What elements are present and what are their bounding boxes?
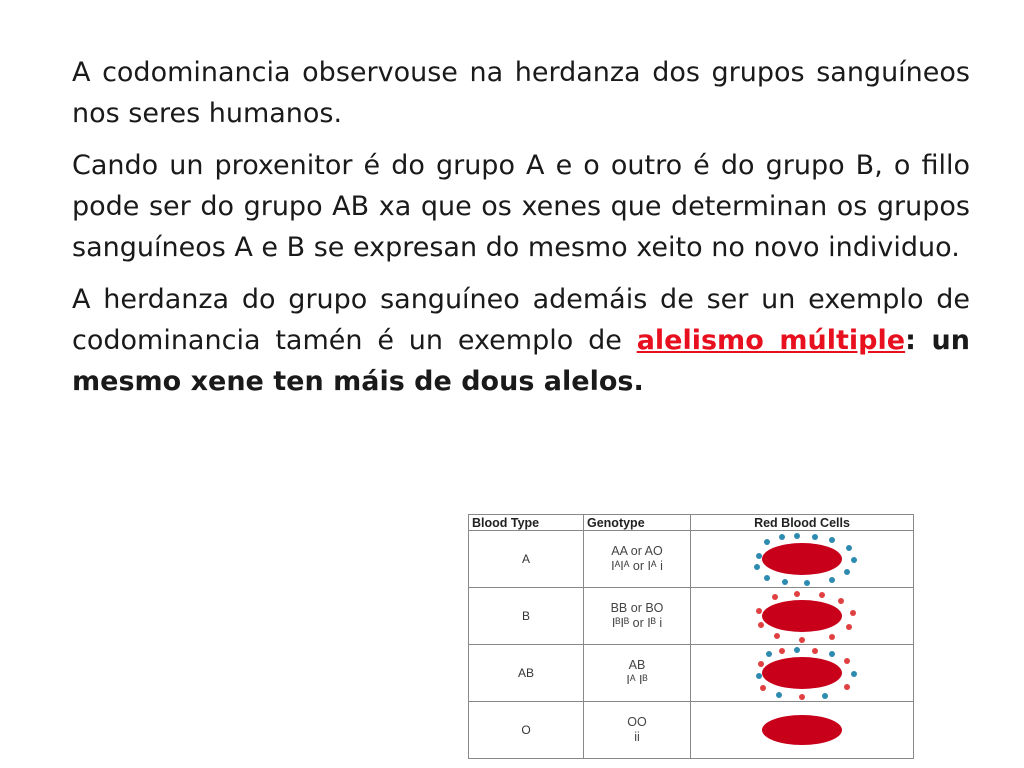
genotype-line: BB or BO xyxy=(610,601,664,615)
table-header-row xyxy=(469,515,914,531)
table-row xyxy=(469,702,914,759)
red-blood-cell-b-icon xyxy=(737,589,867,643)
blood-type-cell: B xyxy=(469,588,584,645)
genotype-line: IᴮIᴮ or Iᴮ i xyxy=(611,616,663,630)
red-blood-cell-a-icon xyxy=(737,532,867,586)
red-blood-cell-a xyxy=(691,531,914,588)
genotype-cell xyxy=(584,702,691,759)
header-blood-type: Blood Type xyxy=(469,515,584,531)
header-genotype: Genotype xyxy=(584,515,691,531)
genotype-line: ii xyxy=(634,730,640,744)
genotype-cell xyxy=(584,531,691,588)
paragraph-2: Cando un proxenitor é do grupo A e o outro é do grupo B, o fillo pode ser do grupo AB xa que os xenes que determinan os grupos sanguíneos A e B se expresan do mesmo xeito no novo individuo. xyxy=(72,150,970,263)
red-blood-cell-o-icon xyxy=(737,703,867,757)
red-blood-cell-ab xyxy=(691,645,914,702)
genotype-line: Iᴬ Iᴮ xyxy=(626,673,648,687)
genotype-cell xyxy=(584,645,691,702)
keyword-multiple-alleles: alelismo múltiple xyxy=(636,325,906,356)
blood-type-cell: AB xyxy=(469,645,584,702)
red-blood-cell-ab-icon xyxy=(737,646,867,700)
blood-type-cell: A xyxy=(469,531,584,588)
genotype-line: AA or AO xyxy=(611,544,663,558)
table-row xyxy=(469,645,914,702)
genotype-line: IᴬIᴬ or Iᴬ i xyxy=(611,559,663,573)
red-blood-cell-b xyxy=(691,588,914,645)
keyword-colon: : xyxy=(905,325,916,356)
red-blood-cell-o xyxy=(691,702,914,759)
header-red-blood-cells: Red Blood Cells xyxy=(691,515,914,531)
paragraph-1: A codominancia observouse na herdanza dos grupos sanguíneos nos seres humanos. xyxy=(72,57,970,129)
genotype-cell xyxy=(584,588,691,645)
blood-type-table xyxy=(468,514,914,759)
paragraph-3 xyxy=(72,279,970,402)
blood-type-cell: O xyxy=(469,702,584,759)
paragraph-3-text: A herdanza do grupo sanguíneo ademáis de ser un exemplo de codominancia tamén é un exemplo de xyxy=(72,284,970,356)
definition-text: un mesmo xene ten máis de dous alelos. xyxy=(72,325,970,397)
slide-body xyxy=(72,52,970,413)
table-row xyxy=(469,531,914,588)
table-row xyxy=(469,588,914,645)
genotype-line: AB xyxy=(628,658,646,672)
genotype-line: OO xyxy=(627,715,647,729)
